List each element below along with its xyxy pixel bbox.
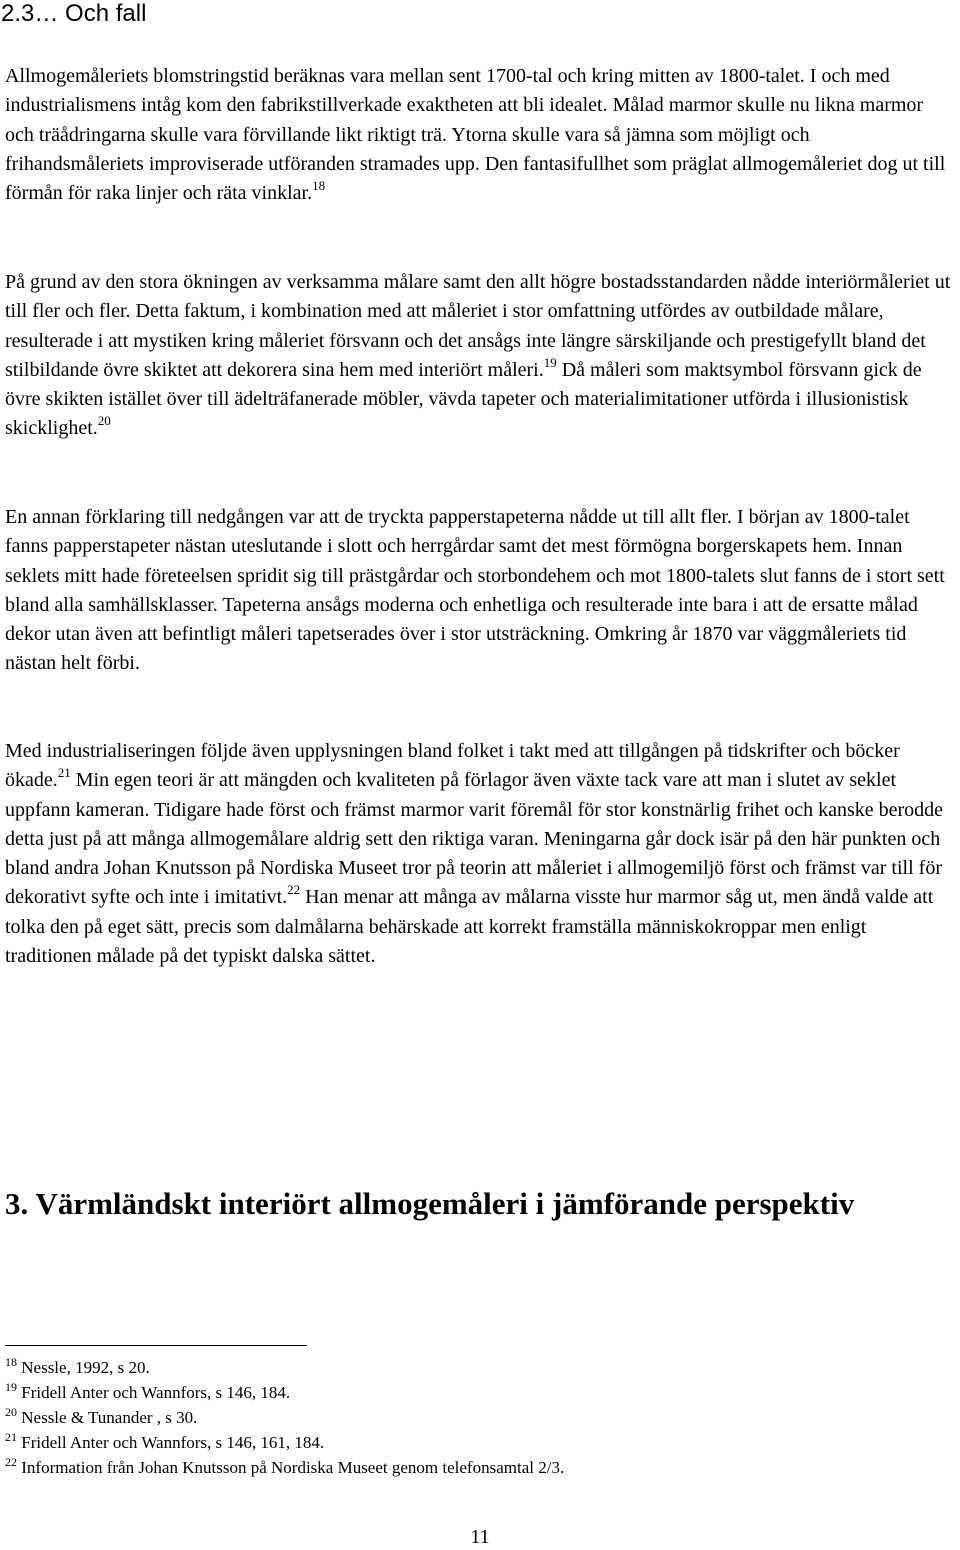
paragraph-text: Min egen teori är att mängden och kvaliteten på förlagor även växte tack vare att man i slutet av seklet uppfann kameran. Tidigare hade först och främst marmor varit föremål för stor konstnärlig frihet och kanske berodde detta just på att många allmogemålare aldrig sett den riktiga varan. Meningarna går dock isär på den här punkten och bland andra Johan Knutsson på Nordiska Museet tror på teorin att måleriet i allmogemiljö först och främst var till för dekorativt syfte och inte i imitativt.	[5, 769, 944, 909]
footnote-text: Fridell Anter och Wannfors, s 146, 184.	[17, 1383, 291, 1402]
footnote-ref: 20	[97, 413, 111, 429]
footnote-number: 21	[5, 1430, 17, 1444]
footnote-number: 19	[5, 1380, 17, 1394]
page-number: 11	[470, 1526, 490, 1548]
footnote-item	[5, 1355, 945, 1380]
footnote-text: Information från Johan Knutsson på Nordiska Museet genom telefonsamtal 2/3.	[17, 1458, 565, 1477]
paragraph-text: På grund av den stora ökningen av verksamma målare samt den allt högre bostadsstandarden nådde interiörmåleriet ut till fler och fler. Detta faktum, i kombination med att måleriet i stor omfattning utfördes av outbildade målare, resulterade i att mystiken kring måleriet försvann och det ansågs inte längre särskiljande och prestigefyllt bland det stilbildande övre skiktet att dekorera sina hem med interiört måleri.	[5, 271, 951, 381]
paragraph-3	[5, 503, 953, 679]
footnote-number: 22	[5, 1455, 17, 1469]
paragraph-text: En annan förklaring till nedgången var att de tryckta papperstapeterna nådde ut till allt fler. I början av 1800-talet fanns papperstapeter nästan uteslutande i slott och herrgårdar samt det mest förmögna borgerskapets hem. Innan seklets mitt hade företeelsen spridit sig till prästgårdar och storbondehem och mot 1800-talets slut fanns de i stort sett bland alla samhällsklasser. Tapeterna ansågs moderna och enhetliga och resulterade inte bara i att de ersatte målad dekor utan även att befintligt måleri tapetserades över i stor utsträckning. Omkring år 1870 var väggmåleriets tid nästan helt förbi.	[5, 506, 945, 675]
footnote-number: 20	[5, 1405, 17, 1419]
paragraph-2	[5, 268, 953, 444]
paragraph-text: Då måleri som maktsymbol försvann gick de övre skikten istället över till ädelträfanerade möbler, vävda tapeter och materialimitationer utförda i illusionistisk skicklighet.	[5, 358, 922, 440]
paragraph-1	[5, 62, 953, 208]
paragraph-text: Med industrialiseringen följde även upplysningen bland folket i takt med att tillgången på tidskrifter och böcker ökade.	[5, 740, 900, 792]
footnote-text: Fridell Anter och Wannfors, s 146, 161, 184.	[17, 1433, 325, 1452]
footnote-ref: 18	[312, 178, 326, 194]
footnote-divider	[5, 1345, 307, 1346]
chapter-heading: 3. Värmländskt interiört allmogemåleri i jämförande perspektiv	[5, 1186, 855, 1221]
paragraph-text: Han menar att många av målarna visste hur marmor såg ut, men ändå valde att tolka den på eget sätt, precis som dalmålarna behärskade att korrekt framställa människokroppar men enligt traditionen målade på det typiskt dalska sättet.	[5, 886, 934, 968]
footnote-item	[5, 1380, 945, 1405]
paragraph-4	[5, 737, 953, 971]
footnote-text: Nessle, 1992, s 20.	[17, 1358, 150, 1377]
footnote-ref: 22	[287, 882, 301, 898]
footnote-number: 18	[5, 1355, 17, 1369]
section-heading: 2.3… Och fall	[1, 0, 147, 27]
footnote-item	[5, 1405, 945, 1430]
footnote-ref: 19	[543, 354, 557, 370]
footnote-text: Nessle & Tunander , s 30.	[17, 1408, 198, 1427]
footnote-list	[5, 1355, 945, 1480]
footnote-item	[5, 1455, 945, 1480]
footnote-ref: 21	[57, 765, 71, 781]
footnote-item	[5, 1430, 945, 1455]
paragraph-text: Allmogemåleriets blomstringstid beräknas vara mellan sent 1700-tal och kring mitten av 1800-talet. I och med industrialismens intåg kom den fabrikstillverkade exaktheten att bli idealet. Målad marmor skulle nu likna marmor och träådringarna skulle vara förvillande likt riktigt trä. Ytorna skulle vara så jämna som möjligt och frihandsmåleriets improviserade utföranden stramades upp. Den fantasifullhet som präglat allmogemåleriet dog ut till förmån för raka linjer och räta vinklar.	[5, 65, 946, 205]
